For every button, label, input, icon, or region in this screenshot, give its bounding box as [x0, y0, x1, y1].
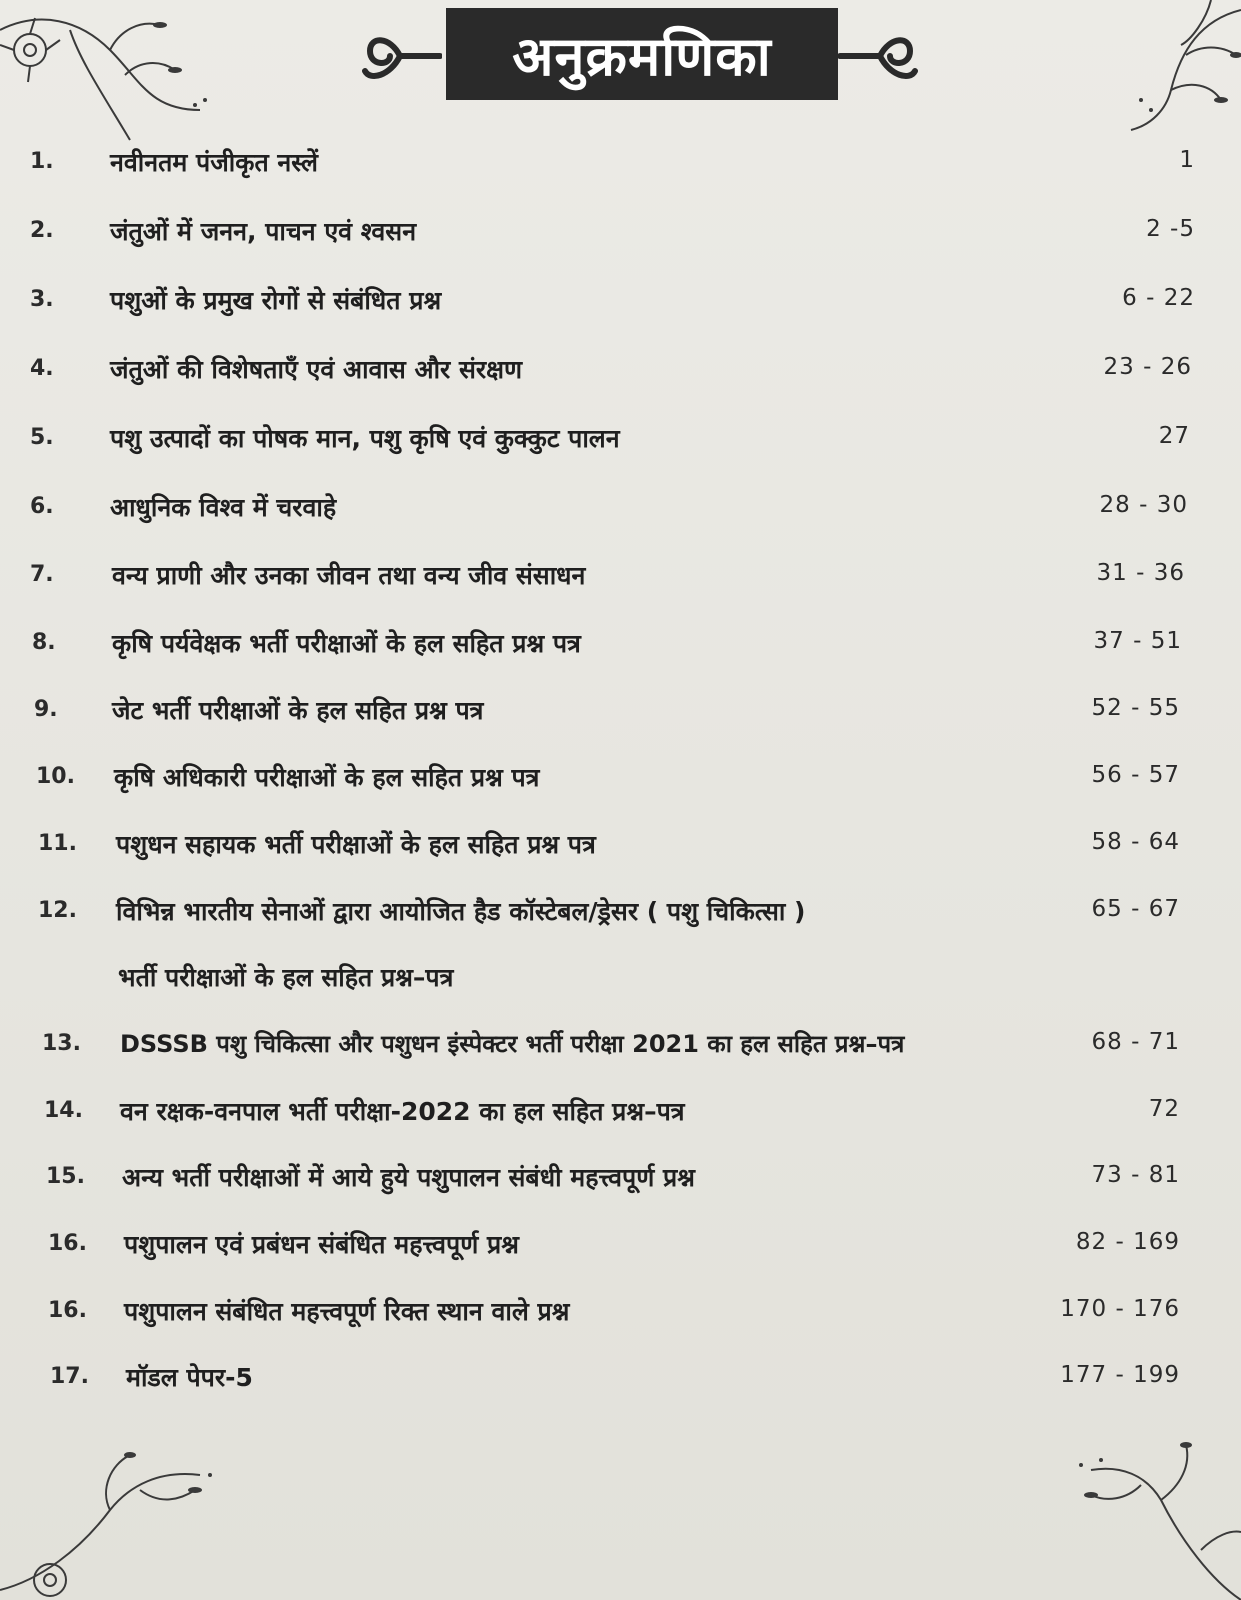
entry-pages: 37 - 51: [1093, 628, 1182, 654]
entry-title: पशुपालन एवं प्रबंधन संबंधित महत्त्वपूर्ण प्रश्न: [124, 1230, 519, 1259]
entry-number: 6.: [30, 494, 54, 519]
list-item[interactable]: [0, 691, 1241, 731]
list-item[interactable]: [0, 758, 1241, 798]
entry-pages: 23 - 26: [1103, 354, 1192, 380]
entry-pages: 28 - 30: [1099, 492, 1188, 518]
entry-pages: 68 - 71: [1091, 1029, 1180, 1055]
list-item[interactable]: [0, 624, 1241, 664]
list-item[interactable]: [0, 1158, 1241, 1198]
entry-title: जंतुओं की विशेषताएँ एवं आवास और संरक्षण: [110, 355, 523, 384]
list-item[interactable]: [0, 892, 1241, 992]
entry-pages: 27: [1158, 423, 1190, 449]
entry-pages: 1: [1179, 147, 1195, 173]
entry-pages: 58 - 64: [1091, 829, 1180, 855]
list-item[interactable]: [0, 1092, 1241, 1132]
entry-number: 7.: [30, 562, 54, 587]
entry-title: अन्य भर्ती परीक्षाओं में आये हुये पशुपालन संबंधी महत्त्वपूर्ण प्रश्न: [122, 1163, 695, 1192]
entry-pages: 2 -5: [1146, 216, 1195, 242]
entry-number: 17.: [50, 1364, 89, 1389]
entry-number: 1.: [30, 149, 54, 174]
entry-pages: 73 - 81: [1091, 1162, 1180, 1188]
entry-title: DSSSB पशु चिकित्सा और पशुधन इंस्पेक्टर भर्ती परीक्षा 2021 का हल सहित प्रश्न–पत्र: [120, 1030, 905, 1058]
list-item[interactable]: [0, 488, 1241, 528]
entry-title: कृषि अधिकारी परीक्षाओं के हल सहित प्रश्न पत्र: [114, 763, 540, 792]
list-item[interactable]: [0, 825, 1241, 865]
entry-title: वन रक्षक-वनपाल भर्ती परीक्षा-2022 का हल सहित प्रश्न–पत्र: [120, 1097, 685, 1126]
entry-number: 8.: [32, 630, 56, 655]
list-item[interactable]: [0, 1358, 1241, 1398]
entry-title: आधुनिक विश्व में चरवाहे: [110, 493, 337, 522]
entry-title: वन्य प्राणी और उनका जीवन तथा वन्य जीव संसाधन: [112, 561, 586, 590]
list-item[interactable]: [0, 350, 1241, 390]
entry-title: पशुओं के प्रमुख रोगों से संबंधित प्रश्न: [110, 286, 442, 315]
entry-pages: 31 - 36: [1096, 560, 1185, 586]
entry-title: कृषि पर्यवेक्षक भर्ती परीक्षाओं के हल सहित प्रश्न पत्र: [112, 629, 581, 658]
entry-title: पशु उत्पादों का पोषक मान, पशु कृषि एवं कुक्कुट पालन: [110, 424, 620, 453]
entry-number: 16.: [48, 1298, 87, 1323]
list-item[interactable]: [0, 419, 1241, 459]
entry-pages: 72: [1148, 1096, 1180, 1122]
entry-number: 5.: [30, 425, 54, 450]
entry-pages: 65 - 67: [1091, 896, 1180, 922]
entry-number: 16.: [48, 1231, 87, 1256]
list-item[interactable]: [0, 1292, 1241, 1332]
entry-pages: 6 - 22: [1122, 285, 1195, 311]
entry-pages: 177 - 199: [1060, 1362, 1180, 1388]
entry-title: नवीनतम पंजीकृत नस्लें: [110, 148, 318, 177]
entry-title: पशुपालन संबंधित महत्त्वपूर्ण रिक्त स्थान वाले प्रश्न: [124, 1297, 570, 1326]
entry-number: 4.: [30, 356, 54, 381]
list-item[interactable]: [0, 143, 1241, 183]
entry-title-continuation: भर्ती परीक्षाओं के हल सहित प्रश्न–पत्र: [118, 963, 454, 992]
entry-number: 2.: [30, 218, 54, 243]
entry-title: मॉडल पेपर-5: [126, 1363, 253, 1392]
list-item[interactable]: [0, 212, 1241, 252]
entry-number: 12.: [38, 898, 77, 923]
entry-pages: 82 - 169: [1075, 1229, 1180, 1255]
entry-title: जंतुओं में जनन, पाचन एवं श्वसन: [110, 217, 417, 246]
entry-number: 15.: [46, 1164, 85, 1189]
list-item[interactable]: [0, 556, 1241, 596]
entry-title: जेट भर्ती परीक्षाओं के हल सहित प्रश्न पत्र: [112, 696, 484, 725]
entry-number: 14.: [44, 1098, 83, 1123]
entry-number: 11.: [38, 831, 77, 856]
entry-number: 9.: [34, 697, 58, 722]
entry-number: 3.: [30, 287, 54, 312]
entry-title: विभिन्न भारतीय सेनाओं द्वारा आयोजित हैड कॉस्टेबल/ड्रेसर ( पशु चिकित्सा ): [116, 897, 806, 926]
entry-number: 10.: [36, 764, 75, 789]
entry-number: 13.: [42, 1031, 81, 1056]
page-title: अनुक्रमणिका: [446, 8, 838, 100]
entry-title: पशुधन सहायक भर्ती परीक्षाओं के हल सहित प्रश्न पत्र: [116, 830, 596, 859]
entry-pages: 56 - 57: [1091, 762, 1180, 788]
list-item[interactable]: [0, 1025, 1241, 1065]
list-item[interactable]: [0, 281, 1241, 321]
entry-pages: 52 - 55: [1091, 695, 1180, 721]
entry-pages: 170 - 176: [1060, 1296, 1180, 1322]
list-item[interactable]: [0, 1225, 1241, 1265]
